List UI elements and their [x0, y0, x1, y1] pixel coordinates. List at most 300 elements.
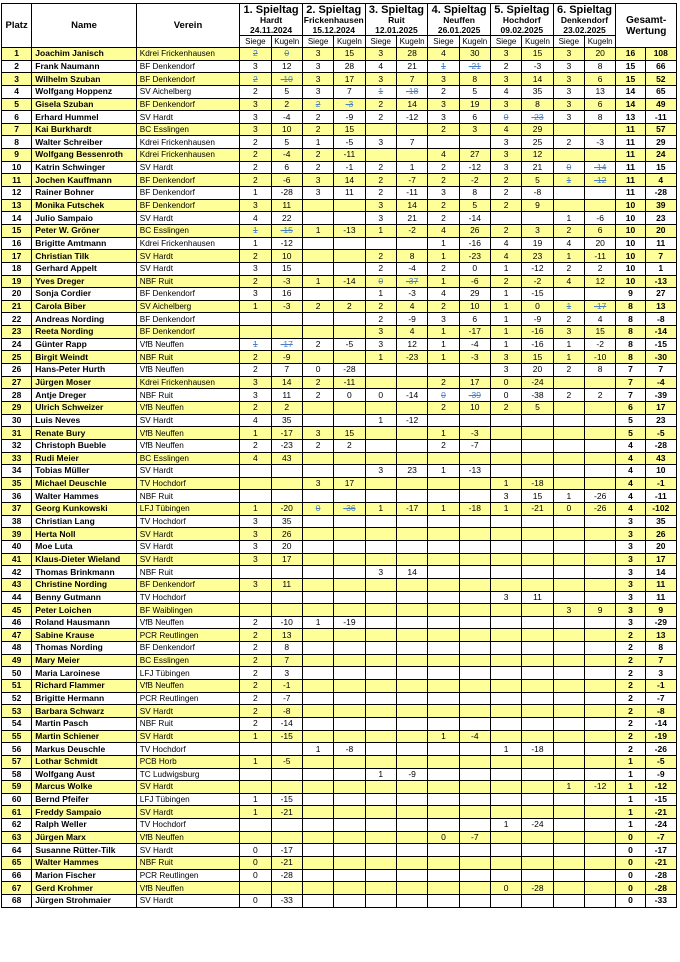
spieltag-6-kugeln-cell: [585, 692, 616, 705]
table-row: [2, 60, 677, 73]
spieltag-4-kugeln-cell: -3: [459, 351, 490, 364]
table-row: [2, 490, 677, 503]
verein-cell: SV Aichelberg: [136, 85, 239, 98]
spieltag-5-siege-cell: 1: [490, 313, 521, 326]
spieltag-6-siege-cell: 3: [553, 111, 584, 124]
header-kugeln: Kugeln: [271, 36, 302, 48]
gesamt-kugeln-cell: 11: [645, 237, 676, 250]
spieltag-6-kugeln-cell: [585, 477, 616, 490]
spieltag-4-siege-cell: 3: [428, 187, 459, 200]
spieltag-6-kugeln-cell: [585, 553, 616, 566]
gesamt-siege-cell: 3: [616, 616, 645, 629]
spieltag-2-kugeln-cell: [334, 793, 365, 806]
spieltag-3-kugeln-cell: [396, 401, 427, 414]
spieltag-6-siege-cell: 1: [553, 351, 584, 364]
spieltag-1-siege-cell: [240, 819, 271, 832]
spieltag-2-siege-cell: [302, 515, 333, 528]
name-cell: Hans-Peter Hurth: [32, 364, 136, 377]
spieltag-5-siege-cell: [490, 540, 521, 553]
spieltag-6-kugeln-cell: [585, 515, 616, 528]
spieltag-4-siege-cell: 4: [428, 149, 459, 162]
gesamt-kugeln-cell: 52: [645, 73, 676, 86]
spieltag-1-siege-cell: [240, 604, 271, 617]
spieltag-2-siege-cell: [302, 212, 333, 225]
spieltag-1-kugeln-cell: [271, 743, 302, 756]
platz-cell: 43: [2, 578, 32, 591]
spieltag-2-kugeln-cell: [334, 288, 365, 301]
spieltag-4-kugeln-cell: 27: [459, 149, 490, 162]
spieltag-2-kugeln-cell: [334, 566, 365, 579]
gesamt-siege-cell: 7: [616, 376, 645, 389]
spieltag-2-siege-cell: [302, 351, 333, 364]
spieltag-5-siege-cell: [490, 768, 521, 781]
spieltag-5-kugeln-cell: [522, 427, 553, 440]
platz-cell: 13: [2, 199, 32, 212]
name-cell: Frank Naumann: [32, 60, 136, 73]
name-cell: Benny Gutmann: [32, 591, 136, 604]
platz-cell: 60: [2, 793, 32, 806]
platz-cell: 41: [2, 553, 32, 566]
struck-value: -21: [468, 60, 481, 71]
spieltag-6-kugeln-cell: [585, 414, 616, 427]
gesamt-kugeln-cell: -13: [645, 275, 676, 288]
spieltag-6-siege-cell: [553, 705, 584, 718]
spieltag-3-siege-cell: 3: [365, 212, 396, 225]
gesamt-siege-cell: 2: [616, 667, 645, 680]
spieltag-2-siege-cell: [302, 629, 333, 642]
spieltag-6-kugeln-cell: [585, 717, 616, 730]
verein-cell: LFJ Tübingen: [136, 503, 239, 516]
table-row: [2, 338, 677, 351]
struck-value: -23: [531, 111, 544, 122]
spieltag-3-siege-cell: [365, 553, 396, 566]
spieltag-1-siege-cell: [240, 882, 271, 895]
spieltag-3-siege-cell: [365, 831, 396, 844]
spieltag-6-siege-cell: [553, 743, 584, 756]
gesamt-siege-cell: 15: [616, 60, 645, 73]
spieltag-3-siege-cell: 2: [365, 300, 396, 313]
name-cell: Maria Laroinese: [32, 667, 136, 680]
spieltag-2-siege-cell: 1: [302, 616, 333, 629]
gesamt-siege-cell: 4: [616, 490, 645, 503]
verein-cell: VfB Neuffen: [136, 427, 239, 440]
spieltag-2-siege-cell: 2: [302, 338, 333, 351]
gesamt-kugeln-cell: 9: [645, 604, 676, 617]
platz-cell: 51: [2, 680, 32, 693]
spieltag-1-kugeln-cell: -28: [271, 187, 302, 200]
spieltag-6-kugeln-cell: -26: [585, 490, 616, 503]
name-cell: Roland Hausmann: [32, 616, 136, 629]
spieltag-1-siege-cell: 3: [240, 123, 271, 136]
table-row: [2, 199, 677, 212]
spieltag-6-siege-cell: [553, 844, 584, 857]
table-row: [2, 680, 677, 693]
spieltag-3-siege-cell: [365, 869, 396, 882]
spieltag-1-kugeln-cell: [271, 477, 302, 490]
spieltag-1-siege-cell: 2: [240, 705, 271, 718]
spieltag-2-kugeln-cell: [334, 894, 365, 907]
spieltag-2-siege-cell: [302, 465, 333, 478]
gesamt-siege-cell: 11: [616, 123, 645, 136]
spieltag-1-kugeln-cell: -5: [271, 755, 302, 768]
gesamt-kugeln-cell: -9: [645, 768, 676, 781]
verein-cell: SV Hardt: [136, 111, 239, 124]
name-cell: Marion Fischer: [32, 869, 136, 882]
spieltag-4-kugeln-cell: -4: [459, 730, 490, 743]
spieltag-1-siege-cell: 2: [240, 642, 271, 655]
spieltag-4-kugeln-cell: [459, 857, 490, 870]
spieltag-2-kugeln-cell: 2: [334, 439, 365, 452]
gesamt-siege-cell: 7: [616, 389, 645, 402]
spieltag-3-kugeln-cell: [396, 819, 427, 832]
spieltag-2-kugeln-cell: [334, 212, 365, 225]
spieltag-4-siege-cell: 1: [428, 351, 459, 364]
spieltag-5-siege-cell: [490, 857, 521, 870]
spieltag-3-kugeln-cell: 14: [396, 566, 427, 579]
spieltag-2-siege-cell: [302, 654, 333, 667]
spieltag-4-kugeln-cell: [459, 819, 490, 832]
spieltag-6-siege-cell: [553, 629, 584, 642]
gesamt-siege-cell: 2: [616, 642, 645, 655]
name-cell: Katrin Schwinger: [32, 161, 136, 174]
verein-cell: PCR Reutlingen: [136, 692, 239, 705]
verein-cell: SV Hardt: [136, 262, 239, 275]
gesamt-kugeln-cell: -33: [645, 894, 676, 907]
spieltag-6-siege-cell: 3: [553, 73, 584, 86]
spieltag-1-kugeln-cell: [271, 490, 302, 503]
spieltag-3-siege-cell: [365, 427, 396, 440]
spieltag-6-siege-cell: 3: [553, 48, 584, 61]
spieltag-3-siege-cell: [365, 401, 396, 414]
spieltag-6-kugeln-cell: [585, 616, 616, 629]
spieltag-4-siege-cell: [428, 894, 459, 907]
verein-cell: SV Hardt: [136, 414, 239, 427]
gesamt-kugeln-cell: 26: [645, 528, 676, 541]
gesamt-siege-cell: 1: [616, 819, 645, 832]
spieltag-3-kugeln-cell: -12: [396, 111, 427, 124]
spieltag-3-siege-cell: [365, 85, 396, 98]
spieltag-5-siege-cell: [490, 755, 521, 768]
spieltag-1-siege-cell: 2: [240, 439, 271, 452]
spieltag-2-kugeln-cell: [334, 540, 365, 553]
platz-cell: 38: [2, 515, 32, 528]
table-row: [2, 566, 677, 579]
spieltag-6-siege-cell: [553, 452, 584, 465]
spieltag-1-kugeln-cell: -17: [271, 427, 302, 440]
header-kugeln: Kugeln: [334, 36, 365, 48]
spieltag-2-kugeln-cell: [334, 755, 365, 768]
spieltag-4-kugeln-cell: [459, 768, 490, 781]
spieltag-2-siege-cell: [302, 806, 333, 819]
spieltag-4-siege-cell: [428, 793, 459, 806]
header-siege: Siege: [365, 36, 396, 48]
gesamt-siege-cell: 11: [616, 149, 645, 162]
spieltag-4-siege-cell: 2: [428, 85, 459, 98]
spieltag-4-siege-cell: [428, 692, 459, 705]
name-cell: Thomas Nording: [32, 642, 136, 655]
spieltag-2-kugeln-cell: [334, 806, 365, 819]
spieltag-5-siege-cell: [490, 705, 521, 718]
spieltag-3-kugeln-cell: [396, 452, 427, 465]
header-spieltag-2: [302, 4, 365, 36]
platz-cell: 19: [2, 275, 32, 288]
spieltag-title: 3. Spieltag: [368, 4, 424, 16]
spieltag-1-kugeln-cell: -4: [271, 149, 302, 162]
spieltag-4-kugeln-cell: [459, 591, 490, 604]
spieltag-1-kugeln-cell: 5: [271, 136, 302, 149]
spieltag-3-siege-cell: 3: [365, 136, 396, 149]
spieltag-title: 4. Spieltag: [431, 4, 487, 16]
table-row: [2, 540, 677, 553]
spieltag-4-siege-cell: 2: [428, 376, 459, 389]
table-row: [2, 174, 677, 187]
verein-cell: BF Denkendorf: [136, 326, 239, 339]
spieltag-6-kugeln-cell: [585, 376, 616, 389]
spieltag-2-siege-cell: 3: [302, 174, 333, 187]
table-row: [2, 717, 677, 730]
header-spieltag-5: [490, 4, 553, 36]
spieltag-2-kugeln-cell: [334, 351, 365, 364]
spieltag-6-kugeln-cell: [585, 755, 616, 768]
spieltag-2-siege-cell: 2: [302, 300, 333, 313]
verein-cell: NBF Ruit: [136, 717, 239, 730]
table-row: [2, 313, 677, 326]
spieltag-1-kugeln-cell: -14: [271, 717, 302, 730]
spieltag-5-kugeln-cell: -8: [522, 187, 553, 200]
platz-cell: 21: [2, 300, 32, 313]
spieltag-6-kugeln-cell: [585, 743, 616, 756]
spieltag-4-kugeln-cell: [459, 364, 490, 377]
table-row: [2, 465, 677, 478]
standings-sheet: [1, 3, 677, 908]
spieltag-5-kugeln-cell: -3: [522, 60, 553, 73]
table-row: [2, 123, 677, 136]
spieltag-5-siege-cell: [490, 566, 521, 579]
gesamt-siege-cell: 3: [616, 566, 645, 579]
verein-cell: VfB Neuffen: [136, 831, 239, 844]
table-row: [2, 300, 677, 313]
spieltag-5-siege-cell: 2: [490, 401, 521, 414]
spieltag-5-siege-cell: [490, 844, 521, 857]
spieltag-5-siege-cell: 4: [490, 85, 521, 98]
spieltag-3-siege-cell: 3: [365, 73, 396, 86]
spieltag-date: 26.01.2025: [437, 24, 481, 35]
spieltag-5-siege-cell: [490, 781, 521, 794]
spieltag-2-siege-cell: [302, 98, 333, 111]
gesamt-siege-cell: 4: [616, 477, 645, 490]
verein-cell: BF Denkendorf: [136, 199, 239, 212]
gesamt-siege-cell: 13: [616, 111, 645, 124]
gesamt-kugeln-cell: 23: [645, 212, 676, 225]
name-cell: Sonja Cordier: [32, 288, 136, 301]
spieltag-1-siege-cell: [240, 326, 271, 339]
platz-cell: 54: [2, 717, 32, 730]
spieltag-6-kugeln-cell: 6: [585, 73, 616, 86]
spieltag-1-siege-cell: [240, 591, 271, 604]
name-cell: Luis Neves: [32, 414, 136, 427]
platz-cell: 17: [2, 250, 32, 263]
spieltag-2-siege-cell: [302, 755, 333, 768]
spieltag-1-kugeln-cell: -4: [271, 111, 302, 124]
spieltag-5-siege-cell: [490, 452, 521, 465]
gesamt-siege-cell: 0: [616, 869, 645, 882]
spieltag-5-siege-cell: [490, 730, 521, 743]
spieltag-2-kugeln-cell: 7: [334, 85, 365, 98]
spieltag-5-kugeln-cell: [522, 869, 553, 882]
verein-cell: SV Hardt: [136, 894, 239, 907]
spieltag-4-kugeln-cell: [459, 781, 490, 794]
spieltag-5-kugeln-cell: [522, 540, 553, 553]
gesamt-kugeln-cell: 108: [645, 48, 676, 61]
spieltag-4-siege-cell: 3: [428, 98, 459, 111]
spieltag-4-kugeln-cell: 30: [459, 48, 490, 61]
spieltag-1-siege-cell: 0: [240, 844, 271, 857]
spieltag-date: 23.02.2025: [563, 24, 606, 35]
spieltag-2-kugeln-cell: -28: [334, 364, 365, 377]
spieltag-3-siege-cell: [365, 477, 396, 490]
table-row: [2, 48, 677, 61]
platz-cell: 8: [2, 136, 32, 149]
verein-cell: PCR Reutlingen: [136, 869, 239, 882]
spieltag-2-kugeln-cell: [334, 414, 365, 427]
spieltag-3-siege-cell: [365, 781, 396, 794]
spieltag-4-siege-cell: 2: [428, 161, 459, 174]
spieltag-4-kugeln-cell: -12: [459, 161, 490, 174]
spieltag-3-siege-cell: [365, 717, 396, 730]
spieltag-4-kugeln-cell: [459, 629, 490, 642]
spieltag-2-kugeln-cell: [334, 705, 365, 718]
spieltag-5-siege-cell: 3: [490, 98, 521, 111]
spieltag-2-siege-cell: 2: [302, 111, 333, 124]
platz-cell: 40: [2, 540, 32, 553]
spieltag-4-kugeln-cell: [459, 793, 490, 806]
header-kugeln: Kugeln: [459, 36, 490, 48]
platz-cell: 11: [2, 174, 32, 187]
gesamt-siege-cell: 3: [616, 515, 645, 528]
spieltag-5-siege-cell: [490, 717, 521, 730]
spieltag-4-siege-cell: [428, 755, 459, 768]
spieltag-5-siege-cell: [490, 616, 521, 629]
spieltag-5-siege-cell: 4: [490, 250, 521, 263]
spieltag-1-siege-cell: 2: [240, 717, 271, 730]
spieltag-1-siege-cell: 1: [240, 503, 271, 516]
spieltag-2-siege-cell: 2: [302, 389, 333, 402]
name-cell: Michael Deuschle: [32, 477, 136, 490]
spieltag-4-siege-cell: 1: [428, 465, 459, 478]
spieltag-4-kugeln-cell: -6: [459, 275, 490, 288]
spieltag-5-kugeln-cell: -18: [522, 743, 553, 756]
spieltag-1-kugeln-cell: -3: [271, 300, 302, 313]
spieltag-5-kugeln-cell: [522, 528, 553, 541]
spieltag-date: 12.01.2025: [375, 24, 418, 35]
spieltag-1-siege-cell: 2: [240, 667, 271, 680]
gesamt-kugeln-cell: 20: [645, 224, 676, 237]
spieltag-4-kugeln-cell: [459, 528, 490, 541]
verein-cell: VfB Neuffen: [136, 439, 239, 452]
spieltag-2-kugeln-cell: [334, 629, 365, 642]
spieltag-5-kugeln-cell: [522, 566, 553, 579]
spieltag-6-kugeln-cell: 6: [585, 224, 616, 237]
header-siege: Siege: [490, 36, 521, 48]
gesamt-siege-cell: 8: [616, 313, 645, 326]
spieltag-4-siege-cell: 2: [428, 439, 459, 452]
spieltag-1-siege-cell: 3: [240, 515, 271, 528]
gesamt-siege-cell: 7: [616, 364, 645, 377]
platz-cell: 63: [2, 831, 32, 844]
spieltag-5-kugeln-cell: [522, 781, 553, 794]
spieltag-4-kugeln-cell: [459, 743, 490, 756]
gesamt-kugeln-cell: -1: [645, 680, 676, 693]
spieltag-3-kugeln-cell: -4: [396, 262, 427, 275]
spieltag-4-siege-cell: 2: [428, 174, 459, 187]
spieltag-6-siege-cell: [553, 427, 584, 440]
table-row: [2, 85, 677, 98]
name-cell: Reeta Nording: [32, 326, 136, 339]
spieltag-5-siege-cell: [490, 465, 521, 478]
spieltag-6-kugeln-cell: [585, 439, 616, 452]
spieltag-5-siege-cell: 3: [490, 149, 521, 162]
spieltag-2-siege-cell: [302, 250, 333, 263]
spieltag-6-kugeln-cell: [585, 452, 616, 465]
spieltag-6-kugeln-cell: [585, 300, 616, 313]
spieltag-3-kugeln-cell: [396, 578, 427, 591]
gesamt-kugeln-cell: 11: [645, 591, 676, 604]
spieltag-3-kugeln-cell: [396, 553, 427, 566]
spieltag-1-siege-cell: 3: [240, 111, 271, 124]
spieltag-1-kugeln-cell: -7: [271, 692, 302, 705]
spieltag-4-kugeln-cell: -14: [459, 212, 490, 225]
struck-value: -18: [405, 86, 419, 97]
struck-value: -37: [405, 275, 419, 286]
verein-cell: BF Waiblingen: [136, 604, 239, 617]
spieltag-4-kugeln-cell: 0: [459, 262, 490, 275]
spieltag-1-siege-cell: 0: [240, 894, 271, 907]
spieltag-5-siege-cell: [490, 604, 521, 617]
table-row: [2, 844, 677, 857]
spieltag-2-siege-cell: [302, 401, 333, 414]
spieltag-3-kugeln-cell: -11: [396, 187, 427, 200]
spieltag-3-kugeln-cell: [396, 515, 427, 528]
gesamt-siege-cell: 0: [616, 882, 645, 895]
struck-value: -36: [343, 503, 356, 514]
name-cell: Marcus Wolke: [32, 781, 136, 794]
spieltag-1-kugeln-cell: [271, 338, 302, 351]
spieltag-5-kugeln-cell: 29: [522, 123, 553, 136]
spieltag-6-siege-cell: 2: [553, 224, 584, 237]
verein-cell: TV Hochdorf: [136, 591, 239, 604]
spieltag-1-kugeln-cell: [271, 48, 302, 61]
spieltag-2-siege-cell: [302, 819, 333, 832]
spieltag-5-kugeln-cell: [522, 452, 553, 465]
verein-cell: SV Hardt: [136, 553, 239, 566]
platz-cell: 31: [2, 427, 32, 440]
platz-cell: 16: [2, 237, 32, 250]
spieltag-3-kugeln-cell: [396, 490, 427, 503]
platz-cell: 6: [2, 111, 32, 124]
table-row: [2, 73, 677, 86]
spieltag-1-kugeln-cell: [271, 768, 302, 781]
spieltag-5-siege-cell: [490, 439, 521, 452]
table-row: [2, 781, 677, 794]
spieltag-4-siege-cell: [428, 566, 459, 579]
spieltag-3-kugeln-cell: 1: [396, 161, 427, 174]
gesamt-kugeln-cell: -39: [645, 389, 676, 402]
spieltag-5-kugeln-cell: [522, 111, 553, 124]
spieltag-3-siege-cell: 3: [365, 199, 396, 212]
platz-cell: 55: [2, 730, 32, 743]
spieltag-3-siege-cell: 3: [365, 326, 396, 339]
spieltag-6-siege-cell: [553, 857, 584, 870]
